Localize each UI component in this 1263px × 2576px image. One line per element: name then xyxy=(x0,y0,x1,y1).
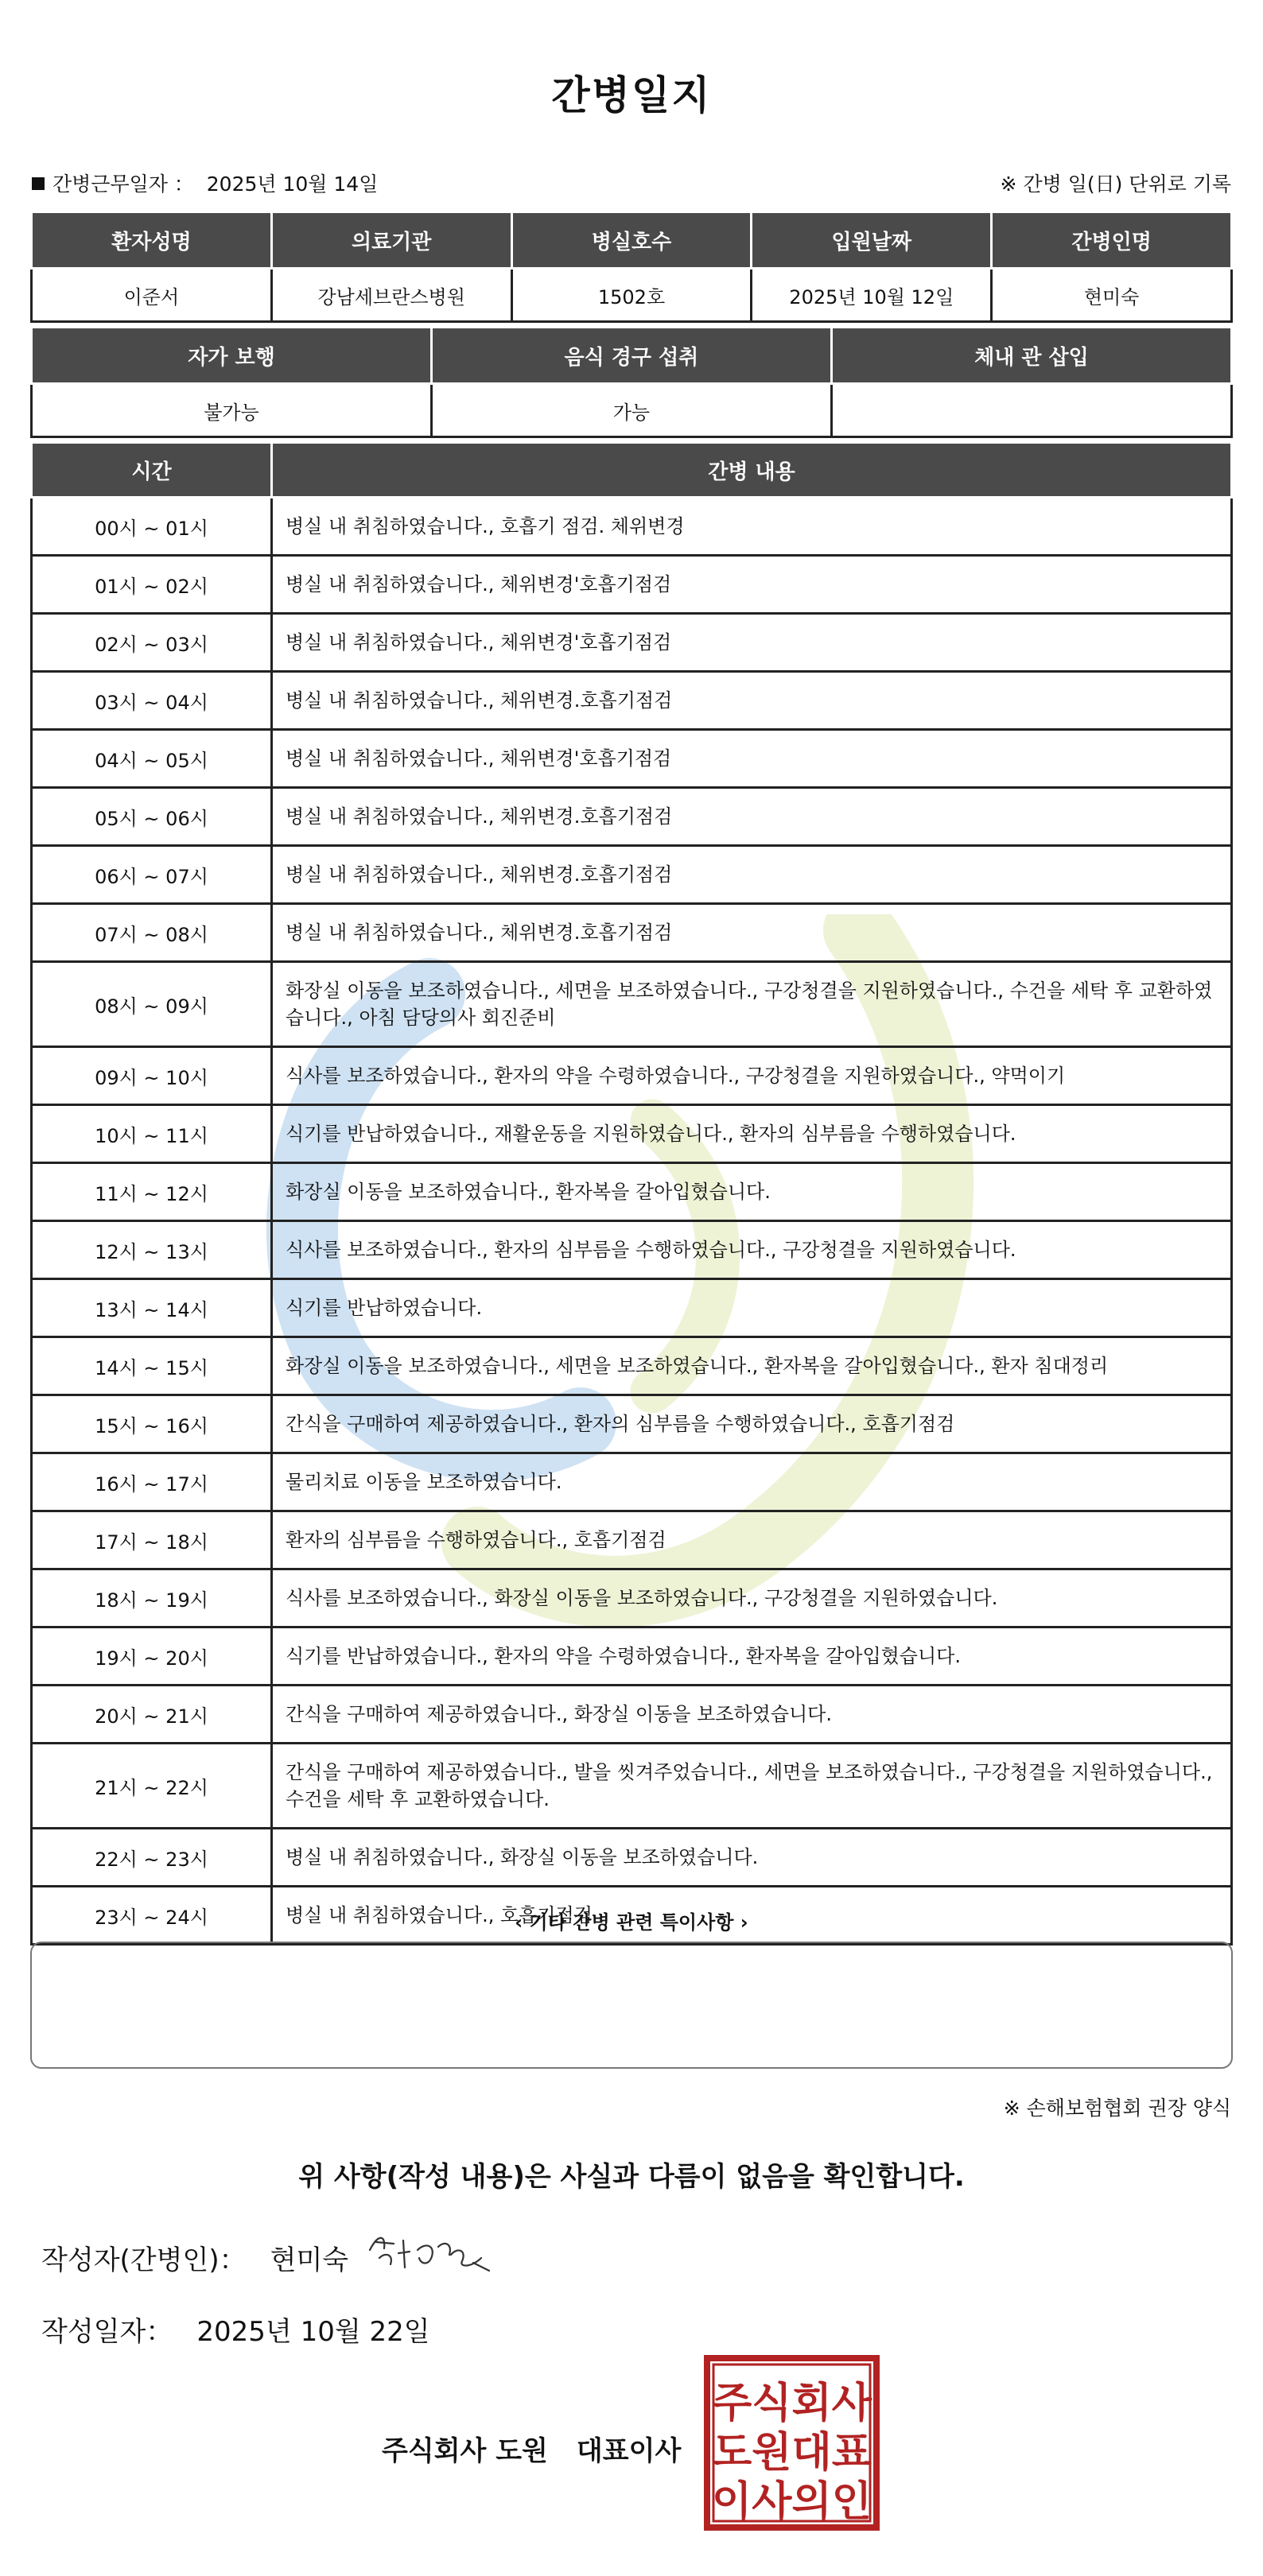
care-log-row xyxy=(32,788,1232,846)
care-log-row xyxy=(32,730,1232,788)
tube-insertion-value xyxy=(831,384,1231,437)
representative-title: 대표이사 xyxy=(576,2435,682,2467)
header-tube-insertion: 체내 관 삽입 xyxy=(831,328,1231,384)
header-hospital: 의료기관 xyxy=(271,212,511,269)
care-content-cell: 화장실 이동을 보조하였습니다., 세면을 보조하였습니다., 구강청결을 지원하였습니다., 수건을 세탁 후 교환하였습니다., 아침 담당의사 회진준비 xyxy=(272,962,1232,1047)
patient-info-table xyxy=(30,211,1233,323)
room-number: 1502호 xyxy=(511,269,752,322)
care-content-cell: 병실 내 취침하였습니다., 화장실 이동을 보조하였습니다. xyxy=(272,1829,1232,1887)
care-log-row xyxy=(32,672,1232,730)
care-time-cell: 17시 ~ 18시 xyxy=(32,1511,272,1569)
care-log-row xyxy=(32,1047,1232,1105)
company-seal-stamp xyxy=(702,2353,881,2532)
care-content-cell: 병실 내 취침하였습니다., 체위변경.호흡기점검 xyxy=(272,846,1232,904)
header-room-number: 병실호수 xyxy=(511,212,752,269)
patient-name: 이준서 xyxy=(32,269,272,322)
header-care-content: 간병 내용 xyxy=(272,443,1232,498)
care-time-cell: 16시 ~ 17시 xyxy=(32,1453,272,1511)
care-log-row xyxy=(32,962,1232,1047)
care-time-cell: 13시 ~ 14시 xyxy=(32,1279,272,1337)
care-time-cell: 23시 ~ 24시 xyxy=(32,1887,272,1945)
care-log-row xyxy=(32,904,1232,962)
care-time-cell: 12시 ~ 13시 xyxy=(32,1221,272,1279)
work-date-label: 간병근무일자 ： xyxy=(52,173,194,196)
patient-info-value-row xyxy=(32,269,1232,322)
care-log-body xyxy=(32,498,1232,1945)
care-time-cell: 01시 ~ 02시 xyxy=(32,556,272,614)
care-content-cell: 병실 내 취침하였습니다., 체위변경.호흡기점검 xyxy=(272,788,1232,846)
care-content-cell: 병실 내 취침하였습니다., 체위변경.호흡기점검 xyxy=(272,904,1232,962)
written-date-label: 작성일자： xyxy=(41,2316,173,2348)
care-log-header-row xyxy=(32,443,1232,498)
unit-note: ※ 간병 일(日) 단위로 기록 xyxy=(1000,173,1231,196)
status-value-row xyxy=(32,384,1232,437)
care-content-cell: 식사를 보조하였습니다., 환자의 심부름을 수행하였습니다., 구강청결을 지원하였습니다. xyxy=(272,1221,1232,1279)
care-time-cell: 10시 ~ 11시 xyxy=(32,1105,272,1163)
care-log-row xyxy=(32,498,1232,556)
written-date-value: 2025년 10월 22일 xyxy=(196,2316,430,2348)
care-log-row xyxy=(32,1221,1232,1279)
header-oral-intake: 음식 경구 섭취 xyxy=(431,328,831,384)
care-content-cell: 간식을 구매하여 제공하였습니다., 환자의 심부름을 수행하였습니다., 호흡기점검 xyxy=(272,1395,1232,1453)
care-time-cell: 21시 ~ 22시 xyxy=(32,1744,272,1829)
remarks-box xyxy=(30,1942,1233,2069)
seal-text-line: 이사의인 xyxy=(712,2478,872,2526)
company-name: 주식회사 도원 xyxy=(382,2435,548,2467)
care-content-cell: 병실 내 취침하였습니다., 체위변경'호흡기점검 xyxy=(272,556,1232,614)
work-date-line xyxy=(32,169,378,197)
care-time-cell: 00시 ~ 01시 xyxy=(32,498,272,556)
care-content-cell: 식기를 반납하였습니다., 환자의 약을 수령하였습니다., 환자복을 갈아입혔습니다. xyxy=(272,1627,1232,1686)
care-time-cell: 20시 ~ 21시 xyxy=(32,1686,272,1744)
patient-status-table xyxy=(30,326,1233,438)
care-content-cell: 병실 내 취침하였습니다., 체위변경'호흡기점검 xyxy=(272,730,1232,788)
care-content-cell: 간식을 구매하여 제공하였습니다., 화장실 이동을 보조하였습니다. xyxy=(272,1686,1232,1744)
header-caregiver-name: 간병인명 xyxy=(992,212,1232,269)
care-log-row xyxy=(32,614,1232,672)
writer-name: 현미숙 xyxy=(270,2244,349,2276)
care-time-cell: 06시 ~ 07시 xyxy=(32,846,272,904)
care-content-cell: 화장실 이동을 보조하였습니다., 환자복을 갈아입혔습니다. xyxy=(272,1163,1232,1221)
header-time: 시간 xyxy=(32,443,272,498)
seal-text-line: 주식회사 xyxy=(712,2380,872,2427)
page-title: 간병일지 xyxy=(551,72,712,118)
form-note: ※ 손해보험협회 권장 양식 xyxy=(1003,2097,1231,2120)
care-content-cell: 병실 내 취침하였습니다., 호흡기점검 xyxy=(272,1887,1232,1945)
care-log-table xyxy=(30,441,1233,1946)
care-log-row xyxy=(32,1511,1232,1569)
care-log-row xyxy=(32,1105,1232,1163)
hospital-name: 강남세브란스병원 xyxy=(271,269,511,322)
care-log-row xyxy=(32,1829,1232,1887)
company-line xyxy=(382,2429,681,2468)
work-date-value: 2025년 10월 14일 xyxy=(206,173,379,196)
status-header-row xyxy=(32,328,1232,384)
bullet-square-icon xyxy=(32,177,45,190)
writer-line xyxy=(41,2238,348,2277)
care-log-row xyxy=(32,1686,1232,1744)
care-time-cell: 09시 ~ 10시 xyxy=(32,1047,272,1105)
care-content-cell: 식사를 보조하였습니다., 환자의 약을 수령하였습니다., 구강청결을 지원하였습니다., 약먹이기 xyxy=(272,1047,1232,1105)
care-content-cell: 식사를 보조하였습니다., 화장실 이동을 보조하였습니다., 구강청결을 지원하였습니다. xyxy=(272,1569,1232,1627)
care-content-cell: 식기를 반납하였습니다., 재활운동을 지원하였습니다., 환자의 심부름을 수행하였습니다. xyxy=(272,1105,1232,1163)
care-content-cell: 병실 내 취침하였습니다., 체위변경'호흡기점검 xyxy=(272,614,1232,672)
care-content-cell: 병실 내 취침하였습니다., 호흡기 점검. 체위변경 xyxy=(272,498,1232,556)
care-log-row xyxy=(32,1337,1232,1395)
seal-text-line: 도원대표 xyxy=(712,2429,872,2477)
header-patient-name: 환자성명 xyxy=(32,212,272,269)
admission-date: 2025년 10월 12일 xyxy=(752,269,992,322)
care-content-cell: 화장실 이동을 보조하였습니다., 세면을 보조하였습니다., 환자복을 갈아입혔습니다., 환자 침대정리 xyxy=(272,1337,1232,1395)
care-log-row xyxy=(32,1627,1232,1686)
care-log-row xyxy=(32,1395,1232,1453)
confirmation-statement: 위 사항(작성 내용)은 사실과 다름이 없음을 확인합니다. xyxy=(298,2161,965,2193)
oral-intake-value: 가능 xyxy=(431,384,831,437)
self-walking-value: 불가능 xyxy=(32,384,432,437)
caregiver-name: 현미숙 xyxy=(992,269,1232,322)
patient-info-header-row xyxy=(32,212,1232,269)
header-self-walking: 자가 보행 xyxy=(32,328,432,384)
care-time-cell: 19시 ~ 20시 xyxy=(32,1627,272,1686)
care-log-row xyxy=(32,1453,1232,1511)
care-log-row xyxy=(32,1744,1232,1829)
care-time-cell: 02시 ~ 03시 xyxy=(32,614,272,672)
care-time-cell: 07시 ~ 08시 xyxy=(32,904,272,962)
care-time-cell: 22시 ~ 23시 xyxy=(32,1829,272,1887)
care-content-cell: 환자의 심부름을 수행하였습니다., 호흡기점검 xyxy=(272,1511,1232,1569)
care-content-cell: 물리치료 이동을 보조하였습니다. xyxy=(272,1453,1232,1511)
care-log-row xyxy=(32,846,1232,904)
care-time-cell: 14시 ~ 15시 xyxy=(32,1337,272,1395)
care-time-cell: 18시 ~ 19시 xyxy=(32,1569,272,1627)
care-time-cell: 05시 ~ 06시 xyxy=(32,788,272,846)
written-date-line xyxy=(41,2310,430,2349)
care-log-row xyxy=(32,1279,1232,1337)
care-log-row xyxy=(32,1163,1232,1221)
care-content-cell: 간식을 구매하여 제공하였습니다., 발을 씻겨주었습니다., 세면을 보조하였습니다., 구강청결을 지원하였습니다., 수건을 세탁 후 교환하였습니다. xyxy=(272,1744,1232,1829)
care-content-cell: 병실 내 취침하였습니다., 체위변경.호흡기점검 xyxy=(272,672,1232,730)
care-time-cell: 03시 ~ 04시 xyxy=(32,672,272,730)
care-time-cell: 04시 ~ 05시 xyxy=(32,730,272,788)
care-time-cell: 08시 ~ 09시 xyxy=(32,962,272,1047)
handwritten-signature xyxy=(362,2226,497,2282)
care-log-row xyxy=(32,556,1232,614)
care-time-cell: 11시 ~ 12시 xyxy=(32,1163,272,1221)
header-admission-date: 입원날짜 xyxy=(752,212,992,269)
care-time-cell: 15시 ~ 16시 xyxy=(32,1395,272,1453)
writer-label: 작성자(간병인)： xyxy=(41,2244,247,2276)
care-content-cell: 식기를 반납하였습니다. xyxy=(272,1279,1232,1337)
care-log-row xyxy=(32,1569,1232,1627)
remarks-caption: ‹ 기타 간병 관련 특이사항 › xyxy=(515,1911,748,1934)
